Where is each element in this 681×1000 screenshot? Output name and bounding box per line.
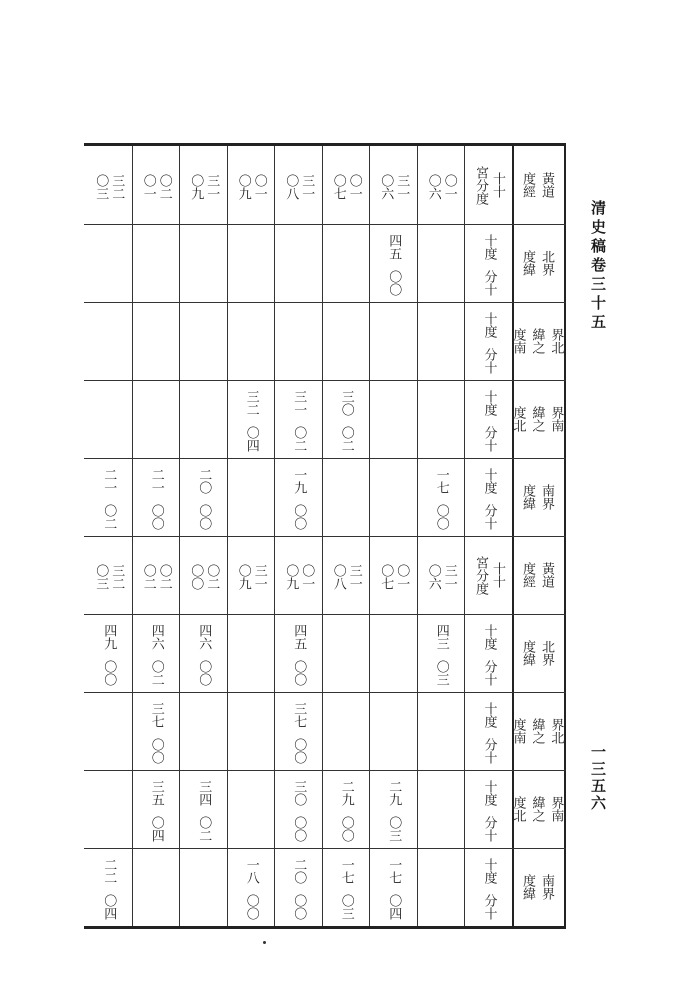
unit-header-gong — [464, 536, 512, 614]
cell-lower-value: 〇二 — [338, 426, 354, 452]
table-cell — [322, 302, 370, 380]
cell-lower-value: 〇六 — [425, 174, 441, 200]
unit-degree: 十度 — [481, 624, 497, 650]
cell-upper-value: 〇一 — [251, 174, 267, 200]
table-cell — [132, 770, 180, 848]
table-cell — [417, 770, 465, 848]
row-label-text: 度緯 — [520, 874, 535, 900]
row-label — [510, 770, 564, 848]
cell-lower-value: 〇九 — [235, 174, 251, 200]
cell-lower-value: 〇二 — [196, 816, 212, 842]
unit-cell — [464, 614, 512, 692]
unit-minute: 分十 — [481, 894, 497, 920]
table-cell — [179, 224, 227, 302]
table-cell — [227, 380, 275, 458]
unit-header-text: 宮分度 — [473, 555, 488, 595]
cell-upper-value: 一九 — [291, 468, 307, 494]
running-title: 清史稿卷三十五 — [589, 200, 607, 333]
table-cell — [84, 380, 132, 458]
cell-upper-value: 一七 — [433, 468, 449, 494]
table-cell — [417, 458, 465, 536]
table-cell — [322, 380, 370, 458]
table-cell — [132, 458, 180, 536]
cell-lower-value: 〇二 — [148, 660, 164, 686]
row-label-text: 度北 — [510, 406, 526, 432]
table-cell — [417, 380, 465, 458]
table-cell — [84, 224, 132, 302]
unit-minute: 分十 — [481, 504, 497, 530]
row-label — [510, 380, 564, 458]
table-cell — [84, 692, 132, 770]
row-label — [510, 692, 564, 770]
cell-lower-value: 〇四 — [243, 426, 259, 452]
cell-lower-value: 〇〇 — [338, 816, 354, 842]
cell-upper-value: 三七 — [291, 702, 307, 728]
cell-lower-value: 〇二 — [140, 564, 156, 590]
row-label-text: 度南 — [510, 718, 526, 744]
table-cell — [179, 536, 227, 614]
table-cell — [369, 614, 417, 692]
table-cell — [322, 536, 370, 614]
table-cell — [417, 614, 465, 692]
table-cell — [84, 146, 132, 224]
row-label-text: 緯之 — [529, 796, 545, 822]
cell-lower-value: 〇四 — [101, 894, 117, 920]
cell-upper-value: 三一 — [291, 390, 307, 416]
cell-upper-value: 〇一 — [346, 174, 362, 200]
cell-lower-value: 〇六 — [425, 564, 441, 590]
row-label-text: 黃道 — [538, 562, 554, 588]
table-cell — [274, 770, 322, 848]
cell-upper-value: 三一 — [441, 564, 457, 590]
cell-lower-value: 〇〇 — [386, 270, 402, 296]
cell-upper-value: 三一 — [394, 174, 410, 200]
table-cell — [322, 224, 370, 302]
table-cell — [369, 692, 417, 770]
unit-minute: 分十 — [481, 348, 497, 374]
table-cell — [274, 380, 322, 458]
unit-cell — [464, 692, 512, 770]
cell-upper-value: 二〇 — [196, 468, 212, 494]
table-cell — [274, 224, 322, 302]
table-cell — [132, 848, 180, 926]
table-cell — [417, 848, 465, 926]
table-cell — [369, 536, 417, 614]
cell-upper-value: 〇二 — [204, 564, 220, 590]
cell-upper-value: 四五 — [291, 624, 307, 650]
table-cell — [417, 224, 465, 302]
cell-upper-value: 〇一 — [394, 564, 410, 590]
table-cell — [322, 146, 370, 224]
cell-lower-value: 〇〇 — [148, 738, 164, 764]
cell-lower-value: 〇〇 — [291, 504, 307, 530]
cell-lower-value: 〇〇 — [101, 660, 117, 686]
table-cell — [227, 146, 275, 224]
cell-lower-value: 〇〇 — [291, 816, 307, 842]
row-label — [512, 614, 560, 692]
unit-minute: 分十 — [481, 816, 497, 842]
row-label-text: 南界 — [538, 484, 554, 510]
cell-lower-value: 〇〇 — [291, 738, 307, 764]
row-label — [512, 458, 560, 536]
cell-lower-value: 〇三 — [93, 174, 109, 200]
table-cell — [84, 458, 132, 536]
cell-upper-value: 二〇 — [291, 858, 307, 884]
table-cell — [179, 146, 227, 224]
table-cell — [322, 848, 370, 926]
table-cell — [132, 614, 180, 692]
row-label-text: 度緯 — [520, 250, 535, 276]
cell-upper-value: 三二 — [243, 390, 259, 416]
cell-lower-value: 〇四 — [386, 894, 402, 920]
cell-lower-value: 〇〇 — [196, 660, 212, 686]
unit-header-gong — [464, 146, 512, 224]
table-cell — [322, 770, 370, 848]
unit-cell — [464, 848, 512, 926]
cell-upper-value: 四九 — [101, 624, 117, 650]
row-label-text: 度經 — [520, 562, 535, 588]
table-cell — [179, 458, 227, 536]
cell-lower-value: 〇七 — [330, 174, 346, 200]
cell-lower-value: 〇四 — [148, 816, 164, 842]
cell-upper-value: 三一 — [299, 174, 315, 200]
table-cell — [132, 692, 180, 770]
cell-lower-value: 〇〇 — [148, 504, 164, 530]
unit-minute: 分十 — [481, 660, 497, 686]
cell-upper-value: 三〇 — [291, 780, 307, 806]
table-cell — [132, 146, 180, 224]
cell-lower-value: 〇九 — [283, 564, 299, 590]
unit-degree: 十度 — [481, 234, 497, 260]
cell-upper-value: 四六 — [196, 624, 212, 650]
cell-lower-value: 〇三 — [433, 660, 449, 686]
row-label-text: 界南 — [548, 796, 564, 822]
unit-degree: 十度 — [481, 312, 497, 338]
table-cell — [417, 692, 465, 770]
table-cell — [369, 848, 417, 926]
cell-upper-value: 一八 — [243, 858, 259, 884]
unit-degree: 十度 — [481, 702, 497, 728]
cell-lower-value: 〇六 — [378, 174, 394, 200]
cell-upper-value: 四三 — [433, 624, 449, 650]
row-label-text: 緯之 — [529, 406, 545, 432]
cell-lower-value: 〇三 — [338, 894, 354, 920]
cell-lower-value: 〇〇 — [196, 504, 212, 530]
row-label-text: 界北 — [548, 328, 564, 354]
cell-lower-value: 〇三 — [386, 816, 402, 842]
unit-header-text: 十十 — [489, 172, 505, 198]
table-cell — [227, 692, 275, 770]
cell-upper-value: 四五 — [386, 234, 402, 260]
cell-upper-value: 三二 — [109, 174, 125, 200]
table-cell — [369, 224, 417, 302]
row-label — [510, 302, 564, 380]
table-cell — [227, 614, 275, 692]
cell-upper-value: 二九 — [338, 780, 354, 806]
table-cell — [227, 770, 275, 848]
cell-upper-value: 二九 — [386, 780, 402, 806]
row-label-text: 界南 — [548, 406, 564, 432]
table-cell — [369, 146, 417, 224]
cell-upper-value: 二一 — [148, 468, 164, 494]
table-cell — [369, 458, 417, 536]
cell-upper-value: 〇一 — [441, 174, 457, 200]
table-cell — [179, 770, 227, 848]
unit-minute: 分十 — [481, 426, 497, 452]
cell-upper-value: 二一 — [101, 468, 117, 494]
table-cell — [84, 536, 132, 614]
table-cell — [417, 302, 465, 380]
table-cell — [84, 770, 132, 848]
cell-upper-value: 四六 — [148, 624, 164, 650]
cell-lower-value: 〇一 — [140, 174, 156, 200]
cell-upper-value: 二二 — [101, 858, 117, 884]
cell-lower-value: 〇〇 — [433, 504, 449, 530]
cell-upper-value: 〇一 — [299, 564, 315, 590]
unit-minute: 分十 — [481, 738, 497, 764]
table-cell — [132, 224, 180, 302]
row-label-text: 度緯 — [520, 640, 535, 666]
cell-upper-value: 一七 — [338, 858, 354, 884]
unit-degree: 十度 — [481, 390, 497, 416]
row-label-text: 南界 — [538, 874, 554, 900]
table-cell — [179, 614, 227, 692]
row-label — [512, 146, 560, 224]
table-cell — [417, 146, 465, 224]
table-cell — [227, 458, 275, 536]
cell-lower-value: 〇二 — [101, 504, 117, 530]
cell-lower-value: 〇八 — [283, 174, 299, 200]
unit-cell — [464, 224, 512, 302]
cell-upper-value: 三五 — [148, 780, 164, 806]
row-label-text: 度經 — [520, 172, 535, 198]
table-cell — [369, 380, 417, 458]
unit-minute: 分十 — [481, 270, 497, 296]
cell-upper-value: 三七 — [148, 702, 164, 728]
table-cell — [274, 146, 322, 224]
row-label — [512, 224, 560, 302]
cell-lower-value: 〇〇 — [291, 894, 307, 920]
unit-degree: 十度 — [481, 858, 497, 884]
star-table — [84, 143, 566, 929]
page-number: 一三五六 — [589, 744, 607, 812]
row-label-text: 緯之 — [529, 328, 545, 354]
cell-lower-value: 〇九 — [188, 174, 204, 200]
row-label-text: 緯之 — [529, 718, 545, 744]
table-cell — [369, 302, 417, 380]
cell-upper-value: 三一 — [204, 174, 220, 200]
table-cell — [179, 380, 227, 458]
row-label-text: 度南 — [510, 328, 526, 354]
cell-upper-value: 三四 — [196, 780, 212, 806]
cell-lower-value: 〇〇 — [291, 660, 307, 686]
cell-upper-value: 三一 — [251, 564, 267, 590]
cell-upper-value: 三一 — [346, 564, 362, 590]
unit-cell — [464, 458, 512, 536]
print-speck — [263, 941, 266, 944]
table-cell — [132, 302, 180, 380]
unit-cell — [464, 302, 512, 380]
table-cell — [227, 848, 275, 926]
row-label-text: 黃道 — [538, 172, 554, 198]
table-cell — [179, 302, 227, 380]
row-label-text: 度北 — [510, 796, 526, 822]
table-cell — [322, 614, 370, 692]
row-label — [512, 848, 560, 926]
table-cell — [132, 380, 180, 458]
table-cell — [274, 848, 322, 926]
row-label — [512, 536, 560, 614]
table-cell — [84, 302, 132, 380]
cell-upper-value: 三〇 — [338, 390, 354, 416]
cell-lower-value: 〇〇 — [188, 564, 204, 590]
table-cell — [274, 536, 322, 614]
row-label-text: 北界 — [538, 640, 554, 666]
cell-lower-value: 〇二 — [291, 426, 307, 452]
row-label-text: 北界 — [538, 250, 554, 276]
table-cell — [322, 458, 370, 536]
table-cell — [84, 848, 132, 926]
table-cell — [84, 614, 132, 692]
cell-upper-value: 三二 — [109, 564, 125, 590]
table-cell — [322, 692, 370, 770]
unit-cell — [464, 380, 512, 458]
unit-cell — [464, 770, 512, 848]
table-cell — [274, 302, 322, 380]
table-cell — [369, 770, 417, 848]
table-cell — [417, 536, 465, 614]
unit-header-text: 宮分度 — [473, 165, 488, 205]
cell-upper-value: 一七 — [386, 858, 402, 884]
table-cell — [227, 536, 275, 614]
table-cell — [274, 458, 322, 536]
table-cell — [179, 848, 227, 926]
unit-degree: 十度 — [481, 468, 497, 494]
unit-header-text: 十十 — [489, 562, 505, 588]
table-cell — [227, 224, 275, 302]
table-cell — [132, 536, 180, 614]
cell-lower-value: 〇〇 — [243, 894, 259, 920]
cell-lower-value: 〇八 — [330, 564, 346, 590]
table-cell — [179, 692, 227, 770]
cell-lower-value: 〇三 — [93, 564, 109, 590]
cell-lower-value: 〇七 — [378, 564, 394, 590]
row-label-text: 度緯 — [520, 484, 535, 510]
unit-degree: 十度 — [481, 780, 497, 806]
table-cell — [274, 614, 322, 692]
cell-upper-value: 〇二 — [156, 174, 172, 200]
cell-lower-value: 〇九 — [235, 564, 251, 590]
table-cell — [274, 692, 322, 770]
table-cell — [227, 302, 275, 380]
cell-upper-value: 〇二 — [156, 564, 172, 590]
row-label-text: 界北 — [548, 718, 564, 744]
